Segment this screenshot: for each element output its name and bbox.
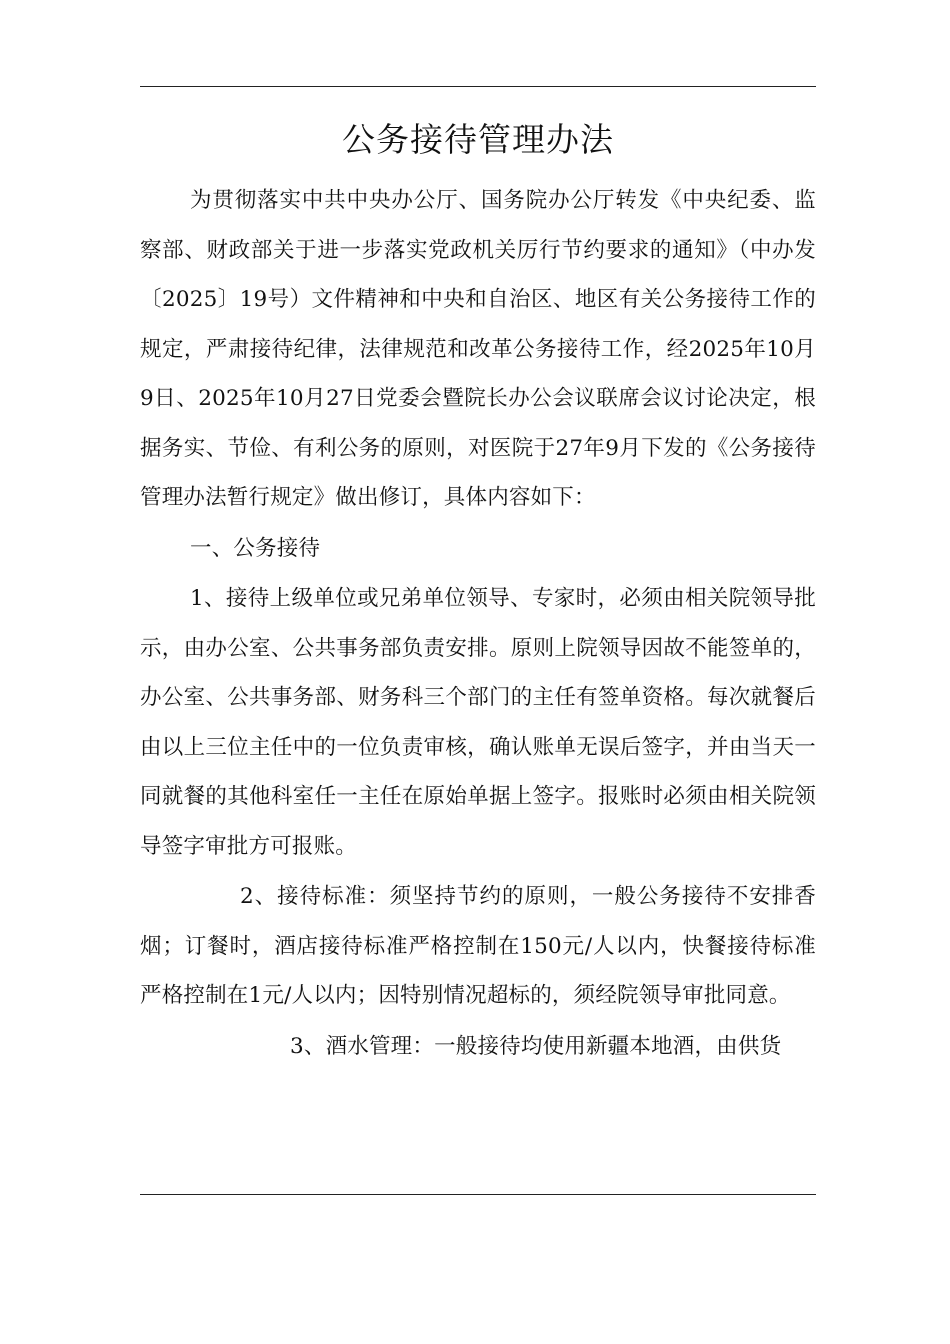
section-heading-official-reception: 一、公务接待	[190, 535, 321, 561]
clause-2-paragraph: 2、接待标准：须坚持节约的原则，一般公务接待不安排香烟；订餐时，酒店接待标准严格控制在150元/人以内，快餐接待标准严格控制在1元/人以内；因特别情况超标的，须经院领导审批同意。	[140, 884, 816, 1008]
clause-3-paragraph: 3、酒水管理：一般接待均使用新疆本地酒，由供货	[290, 1033, 782, 1059]
document-title: 公务接待管理办法	[342, 120, 614, 159]
footer-rule	[140, 1194, 816, 1195]
intro-paragraph: 为贯彻落实中共中央办公厅、国务院办公厅转发《中央纪委、监察部、财政部关于进一步落实党政机关厉行节约要求的通知》（中办发〔2025〕19号）文件精神和中央和自治区、地区有关公务接待工作的规定，严肃接待纪律，法律规范和改革公务接待工作，经2025年10月9日、2025年10月27日党委会暨院长办公会议联席会议讨论决定，根据务实、节俭、有利公务的原则，对医院于27年9月下发的《公务接待管理办法暂行规定》做出修订，具体内容如下：	[140, 188, 816, 510]
document-body	[140, 108, 816, 1071]
clause-1-paragraph: 1、接待上级单位或兄弟单位领导、专家时，必须由相关院领导批示，由办公室、公共事务部负责安排。原则上院领导因故不能签单的，办公室、公共事务部、财务科三个部门的主任有签单资格。每次就餐后由以上三位主任中的一位负责审核，确认账单无误后签字，并由当天一同就餐的其他科室任一主任在原始单据上签字。报账时必须由相关院领导签字审批方可报账。	[140, 586, 816, 859]
header-rule	[140, 86, 816, 87]
